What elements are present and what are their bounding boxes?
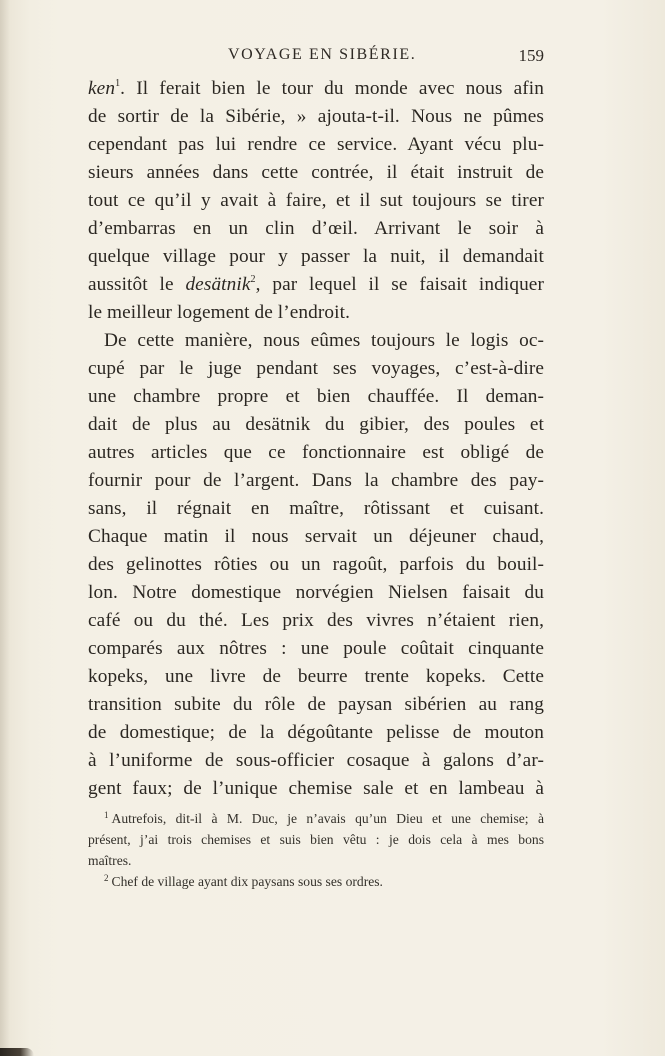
text-line — [88, 495, 544, 523]
text-line — [88, 215, 544, 243]
text-run: . Il ferait bien le tour du monde avec nous afin — [120, 78, 544, 99]
footnote-text: présent, j’ai trois chemises et suis bien vêtu : je dois cela à mes bons — [88, 832, 544, 847]
text-run: lon. Notre domestique norvégien Nielsen faisait du — [88, 582, 544, 603]
footnote-line — [88, 871, 544, 892]
text-run: sieurs années dans cette contrée, il était instruit de — [88, 162, 544, 183]
text-line — [88, 635, 544, 663]
text-line — [88, 551, 544, 579]
text-line — [88, 327, 544, 355]
text-run: , par lequel il se faisait indiquer — [255, 274, 544, 295]
text-line — [88, 299, 544, 327]
text-line — [88, 159, 544, 187]
text-line — [88, 691, 544, 719]
italic-term: desätnik — [185, 274, 251, 295]
footnote-number: 1 — [104, 810, 109, 820]
running-head — [88, 46, 544, 70]
text-run: gent faux; de l’unique chemise sale et en lambeau à — [88, 778, 544, 799]
text-run: kopeks, une livre de beurre trente kopeks. Cette — [88, 666, 544, 687]
body-text — [88, 75, 544, 803]
text-run: fournir pour de l’argent. Dans la chambre des pay- — [88, 470, 544, 491]
text-line — [88, 187, 544, 215]
footnote-ref[interactable]: 2 — [250, 274, 256, 285]
footnote-line — [88, 808, 544, 829]
page-number: 159 — [518, 46, 544, 65]
text-run: aussitôt le — [88, 274, 186, 295]
footnote-text: Autrefois, dit-il à M. Duc, je n’avais qu’un Dieu et une chemise; à — [111, 811, 544, 826]
text-line — [88, 775, 544, 803]
text-line — [88, 579, 544, 607]
text-run: De cette manière, nous eûmes toujours le logis oc- — [104, 330, 544, 351]
text-line — [88, 131, 544, 159]
text-run: cependant pas lui rendre ce service. Ayant vécu plu- — [88, 134, 544, 155]
text-line — [88, 243, 544, 271]
text-line — [88, 719, 544, 747]
text-run: le meilleur logement de l’endroit. — [88, 302, 351, 323]
footnote-ref[interactable]: 1 — [115, 78, 121, 89]
text-line — [88, 747, 544, 775]
text-line — [88, 411, 544, 439]
footnotes — [88, 808, 544, 892]
text-run: comparés aux nôtres : une poule coûtait cinquante — [88, 638, 544, 659]
text-run: Chaque matin il nous servait un déjeuner chaud, — [88, 526, 544, 547]
text-run: d’embarras en un clin d’œil. Arrivant le soir à — [88, 218, 544, 239]
text-line — [88, 663, 544, 691]
text-line — [88, 439, 544, 467]
text-run: autres articles que ce fonctionnaire est obligé de — [88, 442, 544, 463]
text-run: des gelinottes rôties ou un ragoût, parfois du bouil- — [88, 554, 544, 575]
text-line — [88, 383, 544, 411]
running-title: VOYAGE EN SIBÉRIE. — [228, 46, 417, 63]
text-line — [88, 523, 544, 551]
page-corner-mark — [0, 1048, 34, 1056]
text-run: cupé par le juge pendant ses voyages, c’est-à-dire — [88, 358, 544, 379]
footnote-number: 2 — [104, 873, 109, 883]
footnote-text: Chef de village ayant dix paysans sous ses ordres. — [111, 874, 383, 889]
text-run: café ou du thé. Les prix des vivres n’étaient rien, — [88, 610, 544, 631]
text-run: tout ce qu’il y avait à faire, et il sut toujours se tirer — [88, 190, 544, 211]
text-run: de domestique; de la dégoûtante pelisse de mouton — [88, 722, 544, 743]
text-run: de sortir de la Sibérie, » ajouta-t-il. Nous ne pûmes — [88, 106, 544, 127]
text-line — [88, 607, 544, 635]
text-line — [88, 75, 544, 103]
text-run: une chambre propre et bien chauffée. Il deman- — [88, 386, 544, 407]
italic-term: ken — [88, 78, 116, 99]
text-run: transition subite du rôle de paysan sibérien au rang — [88, 694, 544, 715]
text-run: à l’uniforme de sous-officier cosaque à galons d’ar- — [88, 750, 544, 771]
footnote-line — [88, 829, 544, 850]
text-line — [88, 467, 544, 495]
text-line — [88, 355, 544, 383]
footnote-text: maîtres. — [88, 853, 132, 868]
text-run: sans, il régnait en maître, rôtissant et cuisant. — [88, 498, 544, 519]
text-line — [88, 103, 544, 131]
binding-shadow — [0, 0, 10, 1056]
text-run: dait de plus au desätnik du gibier, des poules et — [88, 414, 544, 435]
footnote-line — [88, 850, 544, 871]
text-run: quelque village pour y passer la nuit, il demandait — [88, 246, 544, 267]
text-line — [88, 271, 544, 299]
